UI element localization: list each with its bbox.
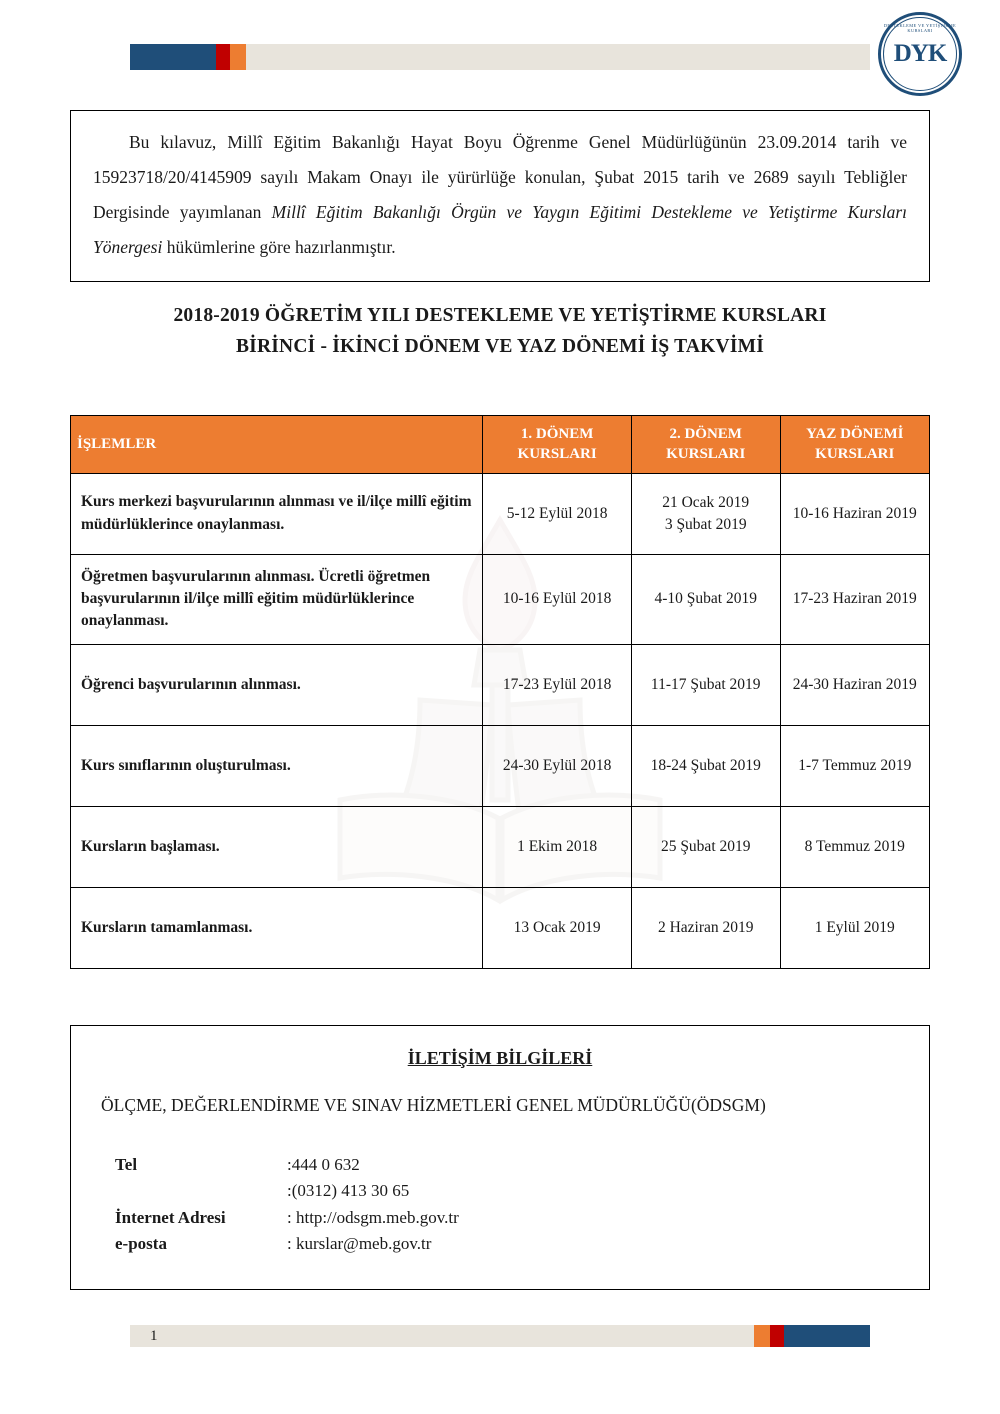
column-header-summer-line2: KURSLARI	[815, 446, 895, 463]
table-row	[71, 725, 930, 806]
row-summer-date: 24-30 Haziran 2019	[780, 644, 929, 725]
row-task-label: Kurs sınıflarının oluşturulması.	[71, 725, 483, 806]
row-term-2-date: 2 Haziran 2019	[631, 887, 780, 968]
calendar-table-container	[70, 415, 930, 969]
row-summer-date: 8 Temmuz 2019	[780, 806, 929, 887]
row-task-label: Kursların tamamlanması.	[71, 887, 483, 968]
column-header-summer	[780, 416, 929, 474]
table-body	[71, 473, 930, 968]
footer-red-segment	[770, 1325, 784, 1347]
header-bar-grey-segment	[246, 44, 870, 70]
header-bar-red-segment	[216, 44, 230, 70]
row-term-1-date: 10-16 Eylül 2018	[483, 554, 632, 644]
footer-orange-segment	[754, 1325, 770, 1347]
row-summer-date: 1-7 Temmuz 2019	[780, 725, 929, 806]
contact-info-box	[70, 1025, 930, 1290]
row-task-label: Öğretmen başvurularının alınması. Ücretli öğretmen başvurularının il/ilçe millî eğitim müdürlüklerince onaylanması.	[71, 554, 483, 644]
row-summer-date: 10-16 Haziran 2019	[780, 473, 929, 554]
row-task-label: Kursların başlaması.	[71, 806, 483, 887]
column-header-term-2-line1: 2. DÖNEM	[669, 426, 742, 442]
logo-subtitle-text: DESTEKLEME VE YETİŞTİRME KURSLARI	[883, 23, 957, 33]
header-decorative-bar	[130, 44, 870, 70]
column-header-islemler	[71, 416, 483, 474]
footer-grey-band	[130, 1325, 754, 1347]
page-title	[0, 305, 1000, 358]
intro-paragraph	[93, 125, 907, 265]
row-term-2-date: 25 Şubat 2019	[631, 806, 780, 887]
intro-paragraph-box	[70, 110, 930, 282]
calendar-table	[70, 415, 930, 969]
row-summer-date: 17-23 Haziran 2019	[780, 554, 929, 644]
contact-details-list	[115, 1152, 899, 1257]
row-summer-date: 1 Eylül 2019	[780, 887, 929, 968]
contact-info-title: İLETİŞİM BİLGİLERİ	[407, 1048, 593, 1068]
row-task-label: Kurs merkezi başvurularının alınması ve il/ilçe millî eğitim müdürlüklerince onaylanması.	[71, 473, 483, 554]
contact-row-phone	[115, 1152, 899, 1178]
intro-text-part1: Bu kılavuz, Millî Eğitim Bakanlığı Hayat Boyu Öğrenme Genel Müdürlüğünün 23.09.2014 tarih ve 15923718/20/4145909 sayılı Makam Onayı ile yürürlüğe konulan, Şubat 2015 tarih ve 2689 sayılı Tebliğler Dergisinde yayımlanan	[93, 132, 907, 222]
contact-row-website	[115, 1205, 899, 1231]
column-header-term-1	[483, 416, 632, 474]
contact-row-email	[115, 1231, 899, 1257]
row-term-2-date-line-1: 21 Ocak 2019	[662, 493, 750, 511]
column-header-summer-line1: YAZ DÖNEMİ	[806, 426, 904, 442]
column-header-islemler-label: İŞLEMLER	[77, 436, 157, 453]
row-term-2-date: 11-17 Şubat 2019	[631, 644, 780, 725]
table-header-row	[71, 416, 930, 474]
table-header	[71, 416, 930, 474]
header-bar-orange-segment	[230, 44, 246, 70]
row-task-label: Öğrenci başvurularının alınması.	[71, 644, 483, 725]
row-term-2-date	[631, 473, 780, 554]
dyk-logo-icon	[878, 12, 962, 96]
contact-value-phone-alt: :(0312) 413 30 65	[287, 1181, 410, 1201]
page-title-line-1: 2018-2019 ÖĞRETİM YILI DESTEKLEME VE YETİŞTİRME KURSLARI	[173, 305, 827, 326]
column-header-term-2-line2: KURSLARI	[666, 446, 746, 463]
contact-label-phone: Tel	[115, 1155, 138, 1174]
footer-blue-segment	[784, 1325, 870, 1347]
row-term-1-date: 17-23 Eylül 2018	[483, 644, 632, 725]
row-term-1-date: 24-30 Eylül 2018	[483, 725, 632, 806]
row-term-1-date: 5-12 Eylül 2018	[483, 473, 632, 554]
table-row	[71, 644, 930, 725]
page-footer	[130, 1325, 870, 1347]
row-term-1-date: 1 Ekim 2018	[483, 806, 632, 887]
contact-value-phone: :444 0 632	[287, 1155, 360, 1174]
contact-label-email: e-posta	[115, 1234, 167, 1254]
contact-label-website: İnternet Adresi	[115, 1207, 226, 1227]
row-term-2-date: 18-24 Şubat 2019	[631, 725, 780, 806]
column-header-term-1-line2: KURSLARI	[517, 446, 597, 463]
row-term-2-date-line-2: 3 Şubat 2019	[664, 515, 747, 533]
contact-label-phone-alt	[115, 1178, 287, 1204]
intro-text-italic: Millî Eğitim Bakanlığı Örgün ve Yaygın Eğitimi Destekleme ve Yetiştirme Kursları Yönergesi	[93, 202, 907, 257]
column-header-term-2	[631, 416, 780, 474]
column-header-term-1-line1: 1. DÖNEM	[520, 426, 594, 442]
page-title-line-2: BİRİNCİ - İKİNCİ DÖNEM VE YAZ DÖNEMİ İŞ TAKVİMİ	[235, 336, 765, 357]
table-row	[71, 806, 930, 887]
contact-row-phone-alt	[115, 1178, 899, 1204]
contact-organization-name: ÖLÇME, DEĞERLENDİRME VE SINAV HİZMETLERİ GENEL MÜDÜRLÜĞÜ(ÖDSGM)	[101, 1095, 766, 1115]
page-number: 1	[150, 1327, 158, 1344]
contact-value-email[interactable]: : kurslar@meb.gov.tr	[287, 1234, 432, 1254]
table-row	[71, 473, 930, 554]
row-term-1-date: 13 Ocak 2019	[483, 887, 632, 968]
intro-text-part2: hükümlerine göre hazırlanmıştır.	[162, 237, 396, 257]
logo-initials-text: DYK	[893, 40, 947, 67]
contact-value-website[interactable]: : http://odsgm.meb.gov.tr	[287, 1207, 459, 1227]
row-term-2-date: 4-10 Şubat 2019	[631, 554, 780, 644]
table-row	[71, 554, 930, 644]
table-row	[71, 887, 930, 968]
header-bar-blue-segment	[130, 44, 216, 70]
